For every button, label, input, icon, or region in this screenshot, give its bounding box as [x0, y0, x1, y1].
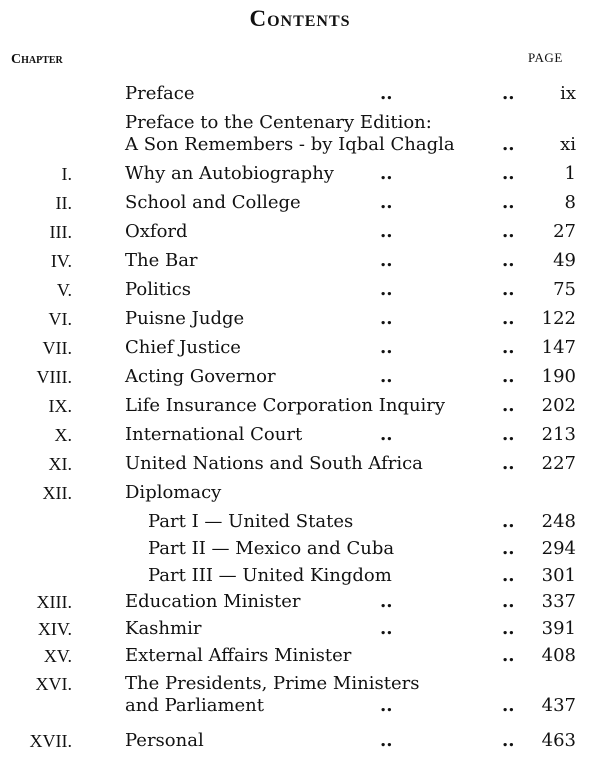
toc-entry [0, 480, 600, 506]
chapter-number: II. [55, 193, 72, 213]
dot-leader: .. [502, 591, 515, 612]
entry-title: Acting Governor [125, 366, 276, 387]
entry-title: International Court [125, 424, 303, 445]
toc-entry [0, 589, 600, 615]
chapter-number: XVII. [29, 731, 72, 751]
dot-leader: .. [502, 134, 515, 155]
chapter-number: XIV. [37, 619, 72, 639]
dot-leader: .. [380, 83, 393, 104]
page-number: 227 [541, 453, 576, 474]
entry-title: Why an Autobiography [125, 163, 334, 184]
dot-leader: .. [502, 645, 515, 666]
dot-leader: .. [502, 337, 515, 358]
entry-title: United Nations and South Africa [125, 453, 423, 474]
dot-leader: .. [380, 308, 393, 329]
toc-entry [0, 393, 600, 419]
page-number: 202 [541, 395, 576, 416]
entry-title: Education Minister [125, 591, 301, 612]
dot-leader: .. [380, 279, 393, 300]
dot-leader: .. [502, 424, 515, 445]
dot-leader: .. [502, 279, 515, 300]
dot-leader: .. [502, 565, 515, 586]
toc-entry [0, 161, 600, 187]
toc-entry [0, 728, 600, 754]
entry-title: School and College [125, 192, 301, 213]
entry-title: Diplomacy [125, 482, 222, 503]
chapter-number: V. [56, 280, 72, 300]
chapter-number: IV. [50, 251, 72, 271]
toc-entry [0, 306, 600, 332]
page-number: 248 [541, 511, 576, 532]
toc-entry [0, 643, 600, 669]
entry-title: Personal [125, 730, 204, 751]
dot-leader: .. [502, 221, 515, 242]
chapter-number: III. [49, 222, 72, 242]
chapter-number: XVI. [35, 674, 72, 694]
entry-title: Part III — United Kingdom [148, 565, 392, 586]
page-number: 49 [553, 250, 576, 271]
entry-title: A Son Remembers - by Iqbal Chagla [125, 134, 455, 155]
dot-leader: .. [380, 366, 393, 387]
dot-leader: .. [380, 424, 393, 445]
dot-leader: .. [380, 250, 393, 271]
dot-leader: .. [502, 250, 515, 271]
chapter-number: XV. [43, 646, 72, 666]
toc-entry [0, 335, 600, 361]
chapter-number: X. [54, 425, 72, 445]
dot-leader: .. [502, 395, 515, 416]
dot-leader: .. [380, 618, 393, 639]
entry-title: Chief Justice [125, 337, 241, 358]
dot-leader: .. [502, 83, 515, 104]
page-number: 27 [553, 221, 576, 242]
chapter-number: I. [61, 164, 72, 184]
page-number: 294 [541, 538, 576, 559]
toc-subentry [0, 509, 600, 535]
chapter-number: VI. [48, 309, 72, 329]
page-column-header: PAGE [528, 50, 563, 65]
toc-entry [0, 616, 600, 642]
entry-title: Kashmir [125, 618, 202, 639]
page-number: 463 [541, 730, 576, 751]
toc-entry [0, 451, 600, 477]
page-number: 408 [541, 645, 576, 666]
dot-leader: .. [502, 511, 515, 532]
dot-leader: .. [502, 730, 515, 751]
dot-leader: .. [380, 591, 393, 612]
page-number: 391 [541, 618, 576, 639]
dot-leader: .. [502, 163, 515, 184]
page-number: 75 [553, 279, 576, 300]
chapter-number: VIII. [36, 367, 72, 387]
page-number: 8 [564, 192, 576, 213]
chapter-column-header: Chapter [11, 52, 63, 67]
entry-title: Part I — United States [148, 511, 354, 532]
chapter-number: XIII. [36, 592, 72, 612]
page-number: 122 [541, 308, 576, 329]
page-number: xi [560, 134, 576, 155]
entry-title: The Bar [125, 250, 198, 271]
entry-title: Politics [125, 279, 192, 300]
dot-leader: .. [502, 308, 515, 329]
entry-title: Part II — Mexico and Cuba [148, 538, 395, 559]
dot-leader: .. [502, 618, 515, 639]
chapter-number: XII. [42, 483, 72, 503]
dot-leader: .. [380, 695, 393, 716]
page-number: 337 [541, 591, 576, 612]
entry-title: The Presidents, Prime Ministers [125, 673, 420, 694]
page-number: ix [560, 83, 576, 104]
toc-subentry [0, 563, 600, 589]
dot-leader: .. [380, 337, 393, 358]
page-number: 213 [541, 424, 576, 445]
toc-subentry [0, 536, 600, 562]
dot-leader: .. [502, 453, 515, 474]
page-number: 190 [541, 366, 576, 387]
entry-title: Preface [125, 83, 195, 104]
dot-leader: .. [380, 221, 393, 242]
entry-title: Puisne Judge [125, 308, 245, 329]
toc-entry [0, 364, 600, 390]
toc-entry [0, 132, 600, 158]
toc-entry [0, 190, 600, 216]
toc-entry [0, 277, 600, 303]
chapter-number: IX. [48, 396, 72, 416]
page-title: Contents [249, 6, 351, 31]
dot-leader: .. [380, 192, 393, 213]
toc-entry [0, 219, 600, 245]
page-number: 301 [541, 565, 576, 586]
dot-leader: .. [502, 695, 515, 716]
toc-entry [0, 693, 600, 719]
page-number: 1 [564, 163, 576, 184]
page-number: 437 [541, 695, 576, 716]
entry-title: and Parliament [125, 695, 264, 716]
chapter-number: VII. [42, 338, 72, 358]
chapter-number: XI. [48, 454, 72, 474]
dot-leader: .. [502, 538, 515, 559]
entry-title: Life Insurance Corporation Inquiry [125, 395, 446, 416]
toc-entry [0, 248, 600, 274]
entry-title: Preface to the Centenary Edition: [125, 112, 432, 133]
entry-title: Oxford [125, 221, 188, 242]
dot-leader: .. [502, 366, 515, 387]
toc-entry [0, 81, 600, 107]
dot-leader: .. [380, 163, 393, 184]
toc-entry [0, 422, 600, 448]
entry-title: External Affairs Minister [125, 645, 352, 666]
dot-leader: .. [502, 192, 515, 213]
dot-leader: .. [380, 730, 393, 751]
page-number: 147 [541, 337, 576, 358]
